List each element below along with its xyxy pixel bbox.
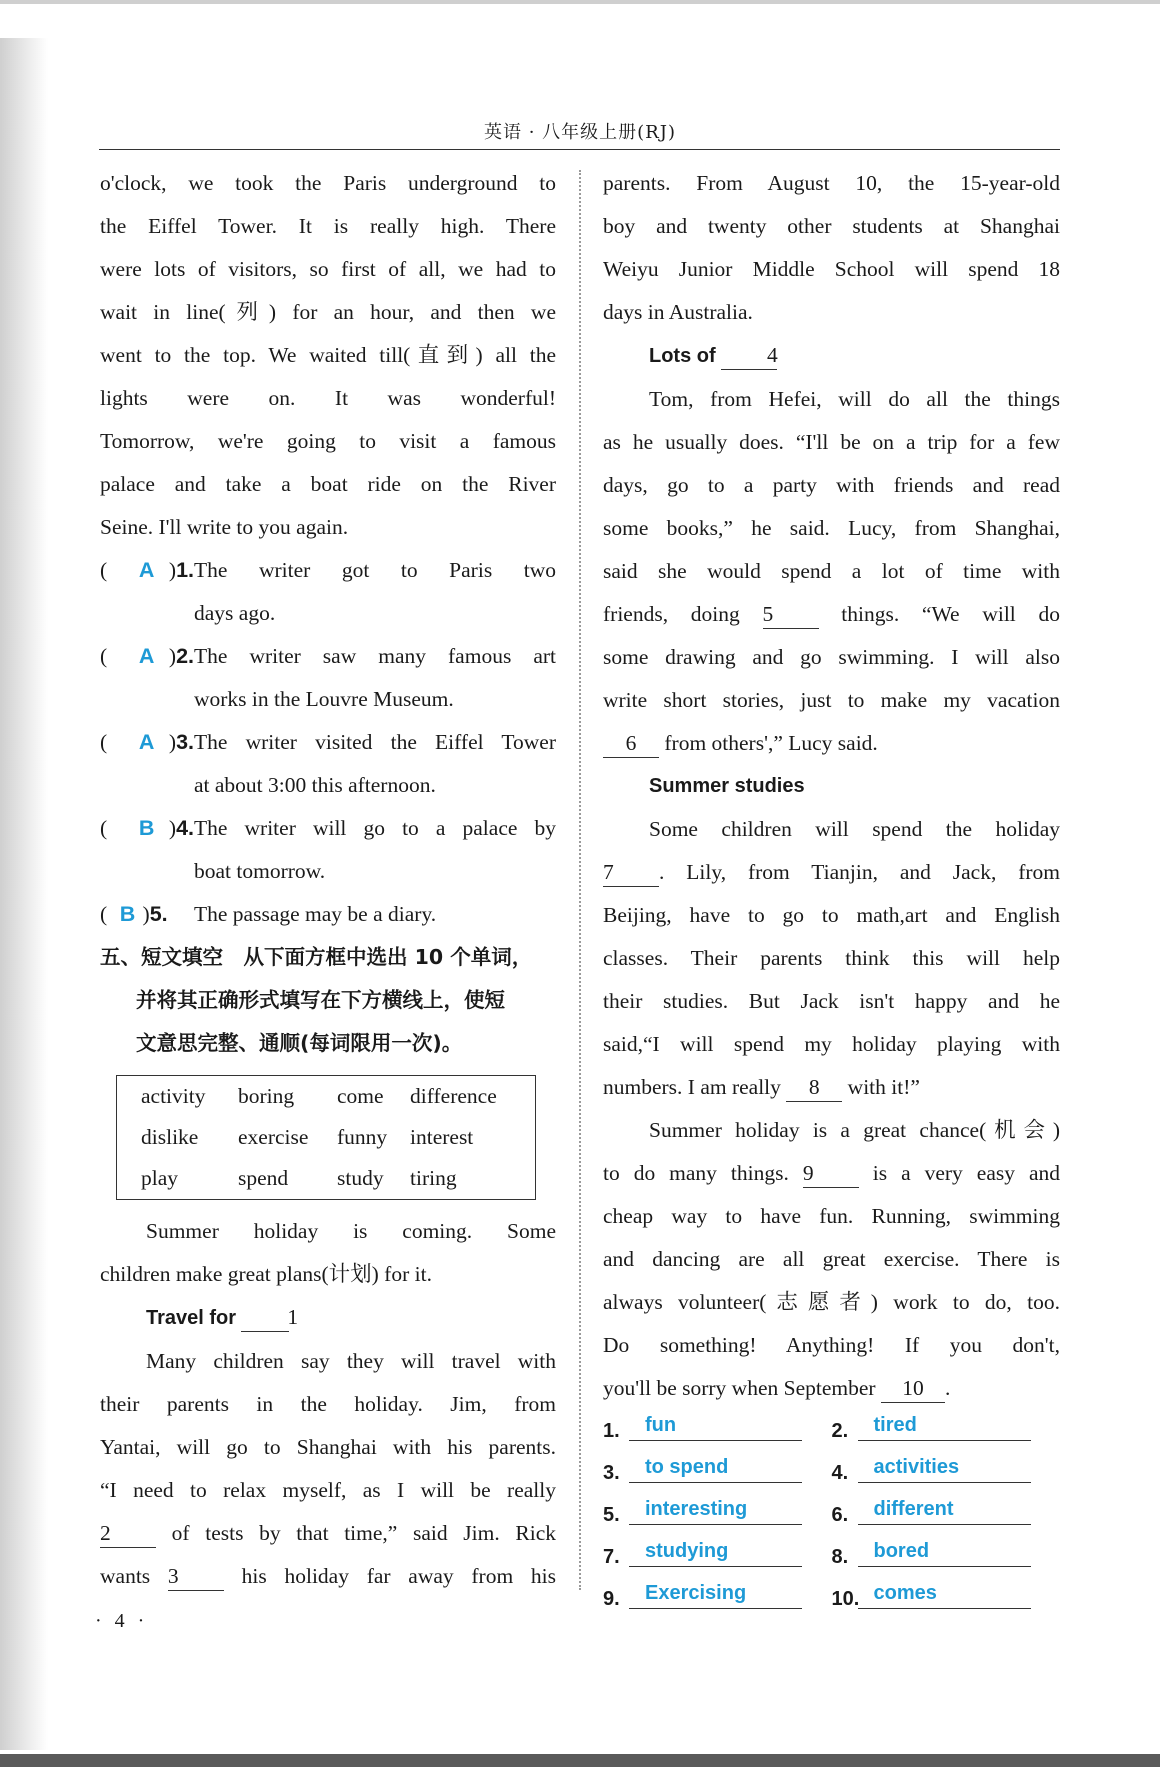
section-instructions: 并将其正确形式填写在下方横线上，使短 (136, 988, 505, 1012)
passage-line: Summer holiday is a great chance(机会) (649, 1118, 1060, 1142)
question-item: ( A )3. The writer visited the Eiffel Tower at about 3:00 this afternoon. (100, 721, 556, 807)
question-item: ( A )2. The writer saw many famous art works in the Louvre Museum. (100, 635, 556, 721)
page-number: · 4 · (95, 1610, 149, 1632)
answer-choice: B (119, 902, 136, 926)
answer-item: 5. interesting (603, 1494, 832, 1536)
section-instructions: 文意思完整、通顺(每词限用一次)。 (136, 1031, 463, 1055)
passage-line: said she would spend a lot of time with (603, 559, 1060, 583)
passage-line: you'll be sorry when September 10 . (603, 1367, 1060, 1410)
subheading-lots: Lots of 4 (603, 334, 1060, 378)
passage-line: o'clock, we took the Paris underground to (100, 171, 556, 195)
blank-9: 9 (803, 1159, 859, 1188)
question-text-cont: days ago. (194, 601, 276, 625)
passage-line: wait in line(列) for an hour, and then we (100, 300, 556, 324)
passage-line: some drawing and go swimming. I will also (603, 645, 1060, 669)
section-title: 五、短文填空 从下面方框中选出 10 个单词， (100, 945, 533, 969)
passage-line: Some children will spend the holiday (649, 817, 1060, 841)
passage-line: numbers. I am really 8 with it!” (603, 1066, 1060, 1109)
answer-value: to spend (629, 1452, 802, 1483)
answer-choice: B (138, 816, 155, 840)
word-bank-word: difference (410, 1084, 497, 1108)
word-bank-word: exercise (238, 1125, 309, 1149)
question-text: The writer saw many famous art (194, 644, 556, 668)
page-header: 英语 · 八年级上册(RJ) (484, 122, 676, 143)
word-bank-word: dislike (141, 1125, 199, 1149)
blank-8: 8 (786, 1073, 842, 1102)
answer-item: 4. activities (832, 1452, 1061, 1494)
passage-line: Tom, from Hefei, will do all the things (649, 387, 1060, 411)
passage-line: friends, doing 5 things. “We will do (603, 593, 1060, 636)
passage-line: classes. Their parents think this will help (603, 946, 1060, 970)
answer-item: 3. to spend (603, 1452, 832, 1494)
passage-line: cheap way to have fun. Running, swimming (603, 1204, 1060, 1228)
passage-line: 2 of tests by that time,” said Jim. Rick (100, 1512, 556, 1555)
blank-1: 1 (241, 1303, 289, 1332)
question-text: The writer got to Paris two (194, 558, 556, 582)
passage-line: their studies. But Jack isn't happy and he (603, 989, 1060, 1013)
answer-value: interesting (629, 1494, 802, 1525)
page-binding-shadow (0, 38, 48, 1750)
question-item: ( A )1. The writer got to Paris two days ago. (100, 549, 556, 635)
passage-line: said,“I will spend my holiday playing with (603, 1032, 1060, 1056)
passage-line: Yantai, will go to Shanghai with his parents. (100, 1435, 556, 1459)
answer-choice: A (138, 644, 155, 668)
passage-line: Seine. I'll write to you again. (100, 515, 349, 539)
column-divider (579, 170, 581, 1590)
question-item: ( B )4. The writer will go to a palace by boat tomorrow. (100, 807, 556, 893)
question-item: ( B )5. The passage may be a diary. (100, 893, 556, 936)
header-rule (99, 149, 1060, 150)
answer-item: 8. bored (832, 1536, 1061, 1578)
word-bank-word: boring (238, 1084, 295, 1108)
question-text: The passage may be a diary. (194, 902, 437, 926)
answer-value: different (858, 1494, 1031, 1525)
passage-line: parents. From August 10, the 15-year-old (603, 171, 1060, 195)
passage-line: lights were on. It was wonderful! (100, 386, 556, 410)
passage-line: Do something! Anything! If you don't, (603, 1333, 1060, 1357)
right-column (603, 162, 1060, 1620)
answer-item: 10. comes (832, 1578, 1061, 1620)
passage-line: the Eiffel Tower. It is really high. There (100, 214, 556, 238)
question-text: The writer visited the Eiffel Tower (194, 730, 556, 754)
answer-grid (603, 1410, 1060, 1620)
blank-3: 3 (168, 1562, 224, 1591)
page-top-edge (0, 0, 1160, 4)
word-bank-box (116, 1075, 536, 1200)
question-text-cont: boat tomorrow. (194, 859, 326, 883)
subheading-summer-studies: Summer studies (649, 775, 805, 797)
blank-2: 2 (100, 1519, 156, 1548)
word-bank-word: funny (337, 1125, 388, 1149)
passage-line: always volunteer(志愿者) work to do, too. (603, 1290, 1060, 1314)
word-bank-word: spend (238, 1166, 289, 1190)
answer-item: 9. Exercising (603, 1578, 832, 1620)
passage-line: were lots of visitors, so first of all, we had to (100, 257, 556, 281)
passage-line: days in Australia. (603, 300, 753, 324)
left-column (100, 162, 556, 1598)
word-bank-word: tiring (410, 1166, 457, 1190)
passage-line: days, go to a party with friends and read (603, 473, 1060, 497)
answer-value: fun (629, 1410, 802, 1441)
passage-line: Beijing, have to go to math,art and English (603, 903, 1060, 927)
subheading-travel: Travel for 1 (100, 1296, 556, 1340)
question-text-cont: at about 3:00 this afternoon. (194, 773, 436, 797)
word-bank-word: interest (410, 1125, 474, 1149)
question-text: The writer will go to a palace by (194, 816, 556, 840)
answer-value: activities (858, 1452, 1031, 1483)
passage-line: went to the top. We waited till(直到) all the (100, 343, 556, 367)
passage-line: 7 . Lily, from Tianjin, and Jack, from (603, 851, 1060, 894)
passage-line: wants 3 his holiday far away from his (100, 1555, 556, 1598)
word-bank-word: come (337, 1084, 384, 1108)
blank-5: 5 (763, 600, 819, 629)
passage-line: boy and twenty other students at Shanghai (603, 214, 1060, 238)
question-text-cont: works in the Louvre Museum. (194, 687, 454, 711)
passage-line: Many children say they will travel with (146, 1349, 556, 1373)
passage-line: 6 from others',” Lucy said. (603, 722, 1060, 765)
answer-item: 7. studying (603, 1536, 832, 1578)
answer-value: bored (858, 1536, 1031, 1567)
answer-choice: A (138, 730, 155, 754)
passage-line: Tomorrow, we're going to visit a famous (100, 429, 556, 453)
answer-value: Exercising (629, 1578, 802, 1609)
blank-4: 4 (721, 341, 777, 370)
passage-line: children make great plans(计划) for it. (100, 1262, 432, 1286)
blank-6: 6 (603, 729, 659, 758)
passage-line: and dancing are all great exercise. There is (603, 1247, 1060, 1271)
passage-line: their parents in the holiday. Jim, from (100, 1392, 556, 1416)
page-bottom-bar (0, 1754, 1160, 1767)
answer-choice: A (138, 558, 155, 582)
passage-line: write short stories, just to make my vacation (603, 688, 1060, 712)
passage-line: Summer holiday is coming. Some (146, 1219, 556, 1243)
blank-10: 10 (881, 1374, 945, 1403)
answer-value: studying (629, 1536, 802, 1567)
answer-item: 1. fun (603, 1410, 832, 1452)
passage-line: some books,” he said. Lucy, from Shanghai, (603, 516, 1060, 540)
passage-line: as he usually does. “I'll be on a trip for a few (603, 430, 1060, 454)
answer-item: 2. tired (832, 1410, 1061, 1452)
blank-7: 7 (603, 858, 659, 887)
word-bank-word: activity (141, 1084, 206, 1108)
answer-value: tired (858, 1410, 1031, 1441)
passage-line: Weiyu Junior Middle School will spend 18 (603, 257, 1060, 281)
passage-line: palace and take a boat ride on the River (100, 472, 556, 496)
passage-line: to do many things. 9 is a very easy and (603, 1152, 1060, 1195)
word-bank-word: study (337, 1166, 384, 1190)
passage-line: “I need to relax myself, as I will be really (100, 1478, 556, 1502)
word-bank-word: play (141, 1166, 179, 1190)
answer-item: 6. different (832, 1494, 1061, 1536)
answer-value: comes (858, 1578, 1031, 1609)
